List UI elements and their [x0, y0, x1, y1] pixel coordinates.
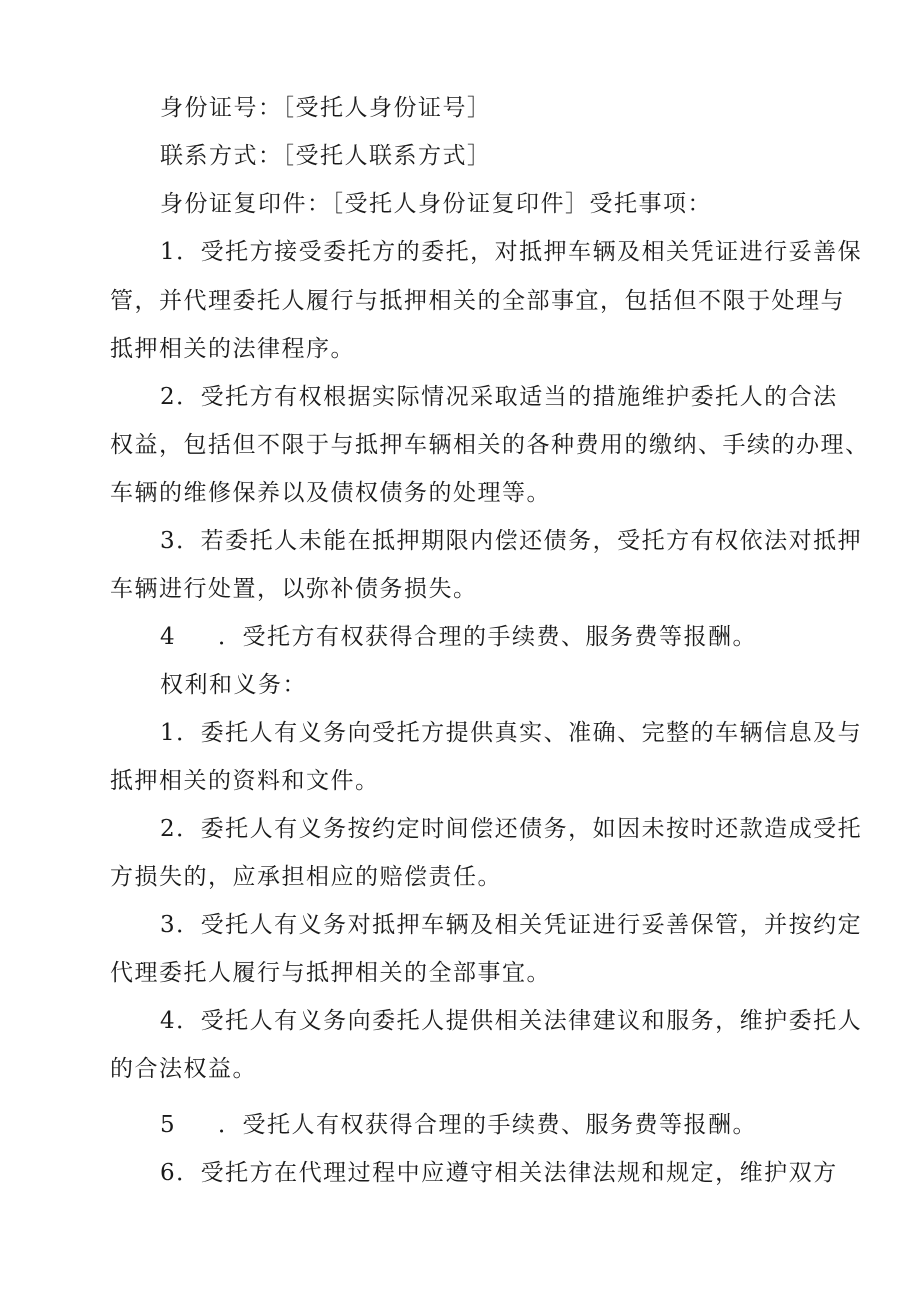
duty-item-1-line-2: 抵押相关的资料和文件。 [110, 768, 380, 794]
id-number-line: 身份证号：［受托人身份证号］ [160, 95, 492, 121]
entrust-item-2-line-3: 车辆的维修保养以及债权债务的处理等。 [110, 480, 551, 506]
entrust-item-1-line-3: 抵押相关的法律程序。 [110, 336, 355, 362]
duty-item-2-line-2: 方损失的，应承担相应的赔偿责任。 [110, 864, 502, 890]
entrust-item-4-text: ．受托方有权获得合理的手续费、服务费等报酬。 [218, 624, 757, 650]
duty-item-2-line-1: 2．委托人有义务按约定时间偿还债务，如因未按时还款造成受托 [160, 816, 863, 842]
entrust-item-1-line-1: 1．受托方接受委托方的委托，对抵押车辆及相关凭证进行妥善保 [160, 239, 863, 265]
contact-line: 联系方式：［受托人联系方式］ [160, 143, 492, 169]
rights-duties-heading: 权利和义务： [160, 672, 307, 698]
entrust-item-2-line-2: 权益，包括但不限于与抵押车辆相关的各种费用的缴纳、手续的办理、 [110, 432, 870, 458]
duty-item-3-line-1: 3．受托人有义务对抵押车辆及相关凭证进行妥善保管，并按约定 [160, 912, 863, 938]
id-copy-line: 身份证复印件：［受托人身份证复印件］受托事项： [160, 191, 712, 217]
duty-item-6-line-1: 6．受托方在代理过程中应遵守相关法律法规和规定，维护双方 [160, 1160, 838, 1186]
duty-item-5-number: 5 [160, 1112, 177, 1138]
entrust-item-3-line-2: 车辆进行处置，以弥补债务损失。 [110, 576, 478, 602]
entrust-item-1-line-2: 管，并代理委托人履行与抵押相关的全部事宜，包括但不限于处理与 [110, 288, 845, 314]
duty-item-4-line-1: 4．受托人有义务向委托人提供相关法律建议和服务，维护委托人 [160, 1008, 863, 1034]
entrust-item-4-number: 4 [160, 624, 177, 650]
duty-item-5-text: ．受托人有权获得合理的手续费、服务费等报酬。 [218, 1112, 757, 1138]
entrust-item-2-line-1: 2．受托方有权根据实际情况采取适当的措施维护委托人的合法 [160, 384, 838, 410]
duty-item-1-line-1: 1．委托人有义务向受托方提供真实、准确、完整的车辆信息及与 [160, 720, 863, 746]
duty-item-3-line-2: 代理委托人履行与抵押相关的全部事宜。 [110, 960, 551, 986]
entrust-item-3-line-1: 3．若委托人未能在抵押期限内偿还债务，受托方有权依法对抵押 [160, 528, 863, 554]
duty-item-4-line-2: 的合法权益。 [110, 1056, 257, 1082]
